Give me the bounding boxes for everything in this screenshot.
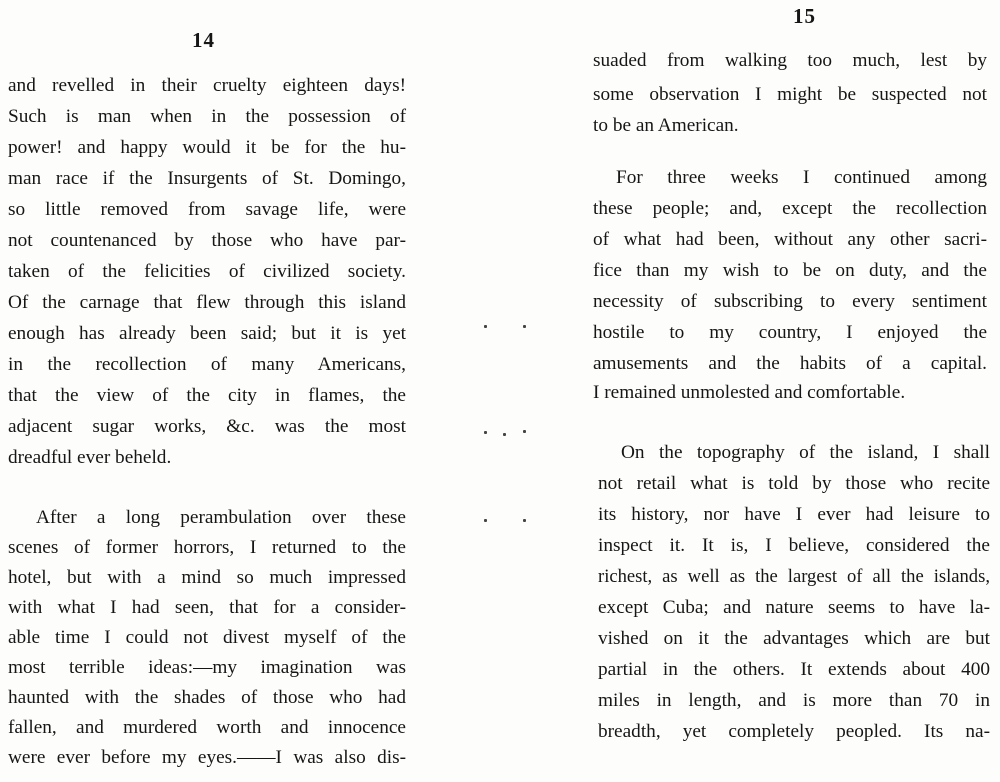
left-page xyxy=(0,0,480,782)
text-line: fice than my wish to be on duty, and the xyxy=(593,260,987,281)
text-line: richest, as well as the largest of all the islands, xyxy=(598,566,990,587)
text-line: breadth, yet completely peopled. Its na- xyxy=(598,721,990,742)
text-line: scenes of former horrors, I returned to the xyxy=(8,537,406,558)
text-line: suaded from walking too much, lest by xyxy=(593,50,987,71)
text-line: in the recollection of many Americans, xyxy=(8,354,406,375)
text-line: On the topography of the island, I shall xyxy=(621,442,990,463)
text-line: and revelled in their cruelty eighteen days! xyxy=(8,75,406,96)
scan-speck xyxy=(484,325,487,328)
text-line: with what I had seen, that for a consider- xyxy=(8,597,406,618)
text-line: necessity of subscribing to every sentiment xyxy=(593,291,987,312)
text-line: most terrible ideas:—my imagination was xyxy=(8,657,406,678)
text-line: were ever before my eyes.——I was also dis- xyxy=(8,747,406,768)
text-line: not retail what is told by those who recite xyxy=(598,473,990,494)
text-line: of what had been, without any other sacri- xyxy=(593,229,987,250)
scan-speck xyxy=(484,519,487,522)
scan-speck xyxy=(484,431,487,434)
text-line: For three weeks I continued among xyxy=(616,167,987,188)
text-line: partial in the others. It extends about 400 xyxy=(598,659,990,680)
text-line: I remained unmolested and comfortable. xyxy=(593,382,906,403)
text-line: hotel, but with a mind so much impressed xyxy=(8,567,406,588)
text-line: man race if the Insurgents of St. Domingo, xyxy=(8,168,406,189)
text-line: its history, nor have I ever had leisure to xyxy=(598,504,990,525)
page-number: 14 xyxy=(192,28,215,52)
text-line: haunted with the shades of those who had xyxy=(8,687,406,708)
text-line: hostile to my country, I enjoyed the xyxy=(593,322,987,343)
text-line: power! and happy would it be for the hu- xyxy=(8,137,406,158)
text-line: After a long perambulation over these xyxy=(36,507,406,528)
text-line: to be an American. xyxy=(593,115,739,136)
text-line: dreadful ever beheld. xyxy=(8,447,172,468)
text-line: except Cuba; and nature seems to have la- xyxy=(598,597,990,618)
text-line: not countenanced by those who have par- xyxy=(8,230,406,251)
text-line: fallen, and murdered worth and innocence xyxy=(8,717,406,738)
page-number: 15 xyxy=(793,4,816,28)
text-line: taken of the felicities of civilized society. xyxy=(8,261,406,282)
text-line: amusements and the habits of a capital. xyxy=(593,353,987,374)
text-line: inspect it. It is, I believe, considered the xyxy=(598,535,990,556)
text-line: miles in length, and is more than 70 in xyxy=(598,690,990,711)
text-line: enough has already been said; but it is yet xyxy=(8,323,406,344)
text-line: that the view of the city in flames, the xyxy=(8,385,406,406)
text-line: some observation I might be suspected not xyxy=(593,84,987,105)
text-line: Such is man when in the possession of xyxy=(8,106,406,127)
text-line: able time I could not divest myself of the xyxy=(8,627,406,648)
text-line: these people; and, except the recollection xyxy=(593,198,987,219)
text-line: Of the carnage that flew through this island xyxy=(8,292,406,313)
text-line: adjacent sugar works, &c. was the most xyxy=(8,416,406,437)
text-line: so little removed from savage life, were xyxy=(8,199,406,220)
text-line: vished on it the advantages which are but xyxy=(598,628,990,649)
